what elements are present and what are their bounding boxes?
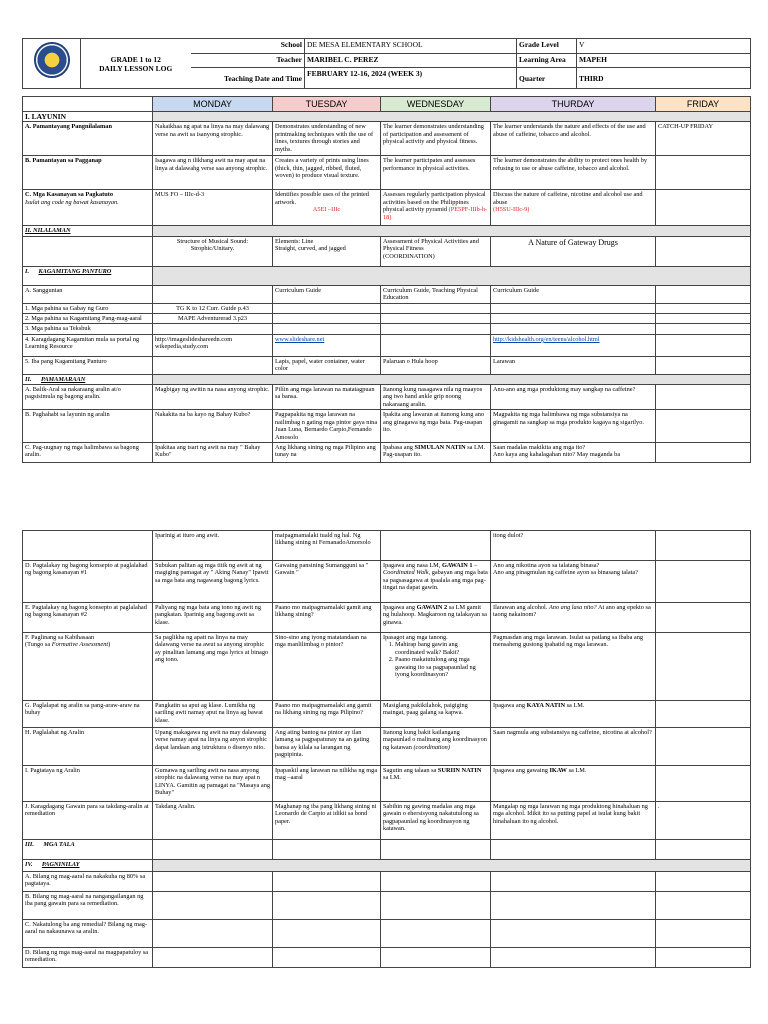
pagtataya-thursday — [491, 766, 656, 802]
row-label-a: A. Pamantayang Pangnilalaman — [23, 122, 153, 156]
ninilay-a-label: A. Bilang ng mag-aaral na nakakuha ng 80% sa pagtataya. — [23, 872, 153, 892]
paglalahat-tuesday: Ang ating bantog na pintor ay ilan lamang sa pagpapatunay na an gating bansa ay kilala sa larangan ng pagpipinta. — [273, 728, 381, 766]
ikaw-tail: sa LM. — [568, 767, 587, 774]
paglalahat-thursday: Saan nagmula ang substansiya ng caffeine, nicotina at alcohol? — [491, 728, 656, 766]
pagtataya-monday: Gumawa ng sariling awit na nasa anyong strophic na dalawang verse na may apat n LINYA. Gamitin ag pamagat na "Masaya ang Buhay" — [153, 766, 273, 802]
b-wednesday: The learner participates and assesses performance in physical activities. — [381, 156, 491, 190]
nd-monday — [153, 948, 273, 968]
nc-tuesday — [273, 920, 381, 948]
pagtalakay-1-tuesday: Gawaing pansining Sumangguni sa " Gawain " — [273, 561, 381, 603]
pamamaraan-band — [153, 374, 751, 384]
paglinang-label — [23, 633, 153, 701]
karagdagan-monday: Takdang Aralin. — [153, 802, 273, 840]
koordinasyon-text: Itanong kung bakit kailangang mapaunlad o malinang ang koordinasyon ng katawan — [383, 729, 487, 751]
gabay-guro-label: 1. Mga pahina sa Gabay ng Guro — [23, 303, 153, 313]
paglinang-tuesday: Sino-sino ang iyong matatandaan na mga manlilimbag o pintor? — [273, 633, 381, 701]
nil-monday: Structure of Musical Sound: Strophic/Unitary. — [153, 236, 273, 266]
c-thursday — [491, 190, 656, 226]
b-friday — [656, 156, 751, 190]
mga-tala-heading — [23, 840, 153, 860]
tala-wednesday — [381, 840, 491, 860]
kagamitan-band — [153, 266, 751, 285]
balik-aral-thursday: Anu-ano ang mga produktong may sangkap na caffeine? — [491, 385, 656, 410]
row-label-c-title: C. Mga Kasanayan sa Pagkatuto — [25, 191, 113, 199]
cont-label — [23, 531, 153, 561]
school-label: School — [191, 39, 305, 54]
paglinang-friday — [656, 633, 751, 701]
paglalahat-friday — [656, 728, 751, 766]
kaya-natin-intro: Ipagawa ang — [493, 702, 525, 709]
learning-area-value: MAPEH — [577, 54, 751, 68]
day-monday: MONDAY — [153, 97, 273, 112]
karagdagan-wednesday: Sabihin ng gawing madalas ang mga gawain o ehersisyong nakatutulong sa pagpapaunlad ng koordinasyon ng katawan. — [381, 802, 491, 840]
pagtalakay-2-friday — [656, 603, 751, 633]
c-friday — [656, 190, 751, 226]
nc-wednesday — [381, 920, 491, 948]
nd-friday — [656, 948, 751, 968]
karagdagan-friday: . — [656, 802, 751, 840]
question-2: 2. Paano makatutulong ang mga gawaing ito sa pagpapaunlad ng iyong koordinasyon? — [395, 656, 488, 678]
c-tuesday-text: Identifies possible uses of the printed artwork. — [275, 191, 369, 206]
a-friday: CATCH-UP FRIDAY — [656, 122, 751, 156]
iba-thursday: Larawan — [491, 356, 656, 374]
pag-uugnay-wednesday — [381, 442, 491, 462]
nc-monday — [153, 920, 273, 948]
quarter-value: THIRD — [577, 68, 751, 89]
gawain1-subtitle: – Coordinated Walk, — [383, 562, 478, 577]
paghahabi-wednesday: Ipakita ang lawaran at itanong kung ano ang ginagawa ng mga bata. Pag-usapan ito. — [381, 410, 491, 443]
kagamitang-wednesday — [381, 314, 491, 324]
day-tuesday: TUESDAY — [273, 97, 381, 112]
row-label-c-note: Isulat ang code ng bawat kasanayan. — [25, 198, 119, 206]
c-thursday-text: Discuss the nature of caffeine, nicotine and alcohol use and abuse — [493, 191, 643, 206]
lr-wednesday — [381, 334, 491, 356]
row-label-c — [23, 190, 153, 226]
gabay-guro-monday: TG K to 12 Curr. Guide p.43 — [153, 303, 273, 313]
pamamaraan-heading — [23, 374, 153, 384]
coordination-word: (coordination) — [413, 743, 450, 751]
paglalapat-thursday — [491, 701, 656, 728]
gawain1-title: GAWAIN 1 — [441, 562, 473, 569]
corner-cell — [23, 97, 153, 112]
paglinang-note-a: (Tungo sa — [25, 641, 51, 649]
balik-aral-tuesday: Pilíin ang mga larawan na matatagpuan sa bansa. — [273, 385, 381, 410]
date-value: FEBRUARY 12-16, 2024 (WEEK 3) — [305, 68, 517, 89]
lr-tuesday — [273, 334, 381, 356]
day-wednesday: WEDNESDAY — [381, 97, 491, 112]
paghahabi-monday: Nakakita na ba kayo ng Bahay Kubo? — [153, 410, 273, 443]
deped-seal — [23, 39, 81, 89]
gabay-guro-tuesday — [273, 303, 381, 313]
cont-thursday: itong dulot? — [491, 531, 656, 561]
deped-seal-icon — [34, 42, 70, 78]
cont-monday: Iparinig at ituro ang awit. — [153, 531, 273, 561]
b-monday: Isagawa ang n ilikhang awit na may apat na linya at dalawahg verse saa anyong strophic. — [153, 156, 273, 190]
karagdagan-tuesday: Maghanap ng iba pang likhang sining ni Leonardo de Carpio at idikit sa bond paper. — [273, 802, 381, 840]
teksbuk-thursday — [491, 324, 656, 334]
teacher-label: Teacher — [191, 54, 305, 68]
paglinang-thursday: Pagmasdan ang mga larawan. Isulat sa patlang sa ibaba ang mensaheng gustong ipahatid ng mga larawan. — [491, 633, 656, 701]
simulan-natin: SIMULAN NATIN — [414, 443, 466, 451]
pagtalakay-2-tuesday: Paano mo maipagmamalaki gamit ang likhang sining? — [273, 603, 381, 633]
nil-tuesday: Elements: Line Straight, curved, and jagged — [273, 236, 381, 266]
iba-friday — [656, 356, 751, 374]
row-label-b: B. Pamantayan sa Pagganap — [23, 156, 153, 190]
balik-aral-wednesday: Itanong kung nasagawa nila ng maayos ang two hand ankle grip noong nakaraang aralin. — [381, 385, 491, 410]
gabay-guro-thursday — [491, 303, 656, 313]
tala-tuesday — [273, 840, 381, 860]
day-thursday: THURDAY — [491, 97, 656, 112]
c-tuesday-code: A5EI –IIIc — [312, 206, 341, 214]
a-monday: Nakaikhaa ng apat na linya na may dalawang verse na awit sa isanyong strophic. — [153, 122, 273, 156]
na-thursday — [491, 872, 656, 892]
pagtataya-friday — [656, 766, 751, 802]
a-thursday: The learner understands the nature and effects of the use and abuse of caffeine, tobacco and alcohol. — [491, 122, 656, 156]
pagtalakay-1-label: D. Pagtalakay ng bagong konsepto at paglalahad ng bagong kasanayan #1 — [23, 561, 153, 603]
paglalapat-label: G. Paglalapat ng aralin sa pang-araw-araw na buhay — [23, 701, 153, 728]
a-tuesday: Demonstrates understanding of new printmaking techniques with the use of lines, textures through stories and myths. — [273, 122, 381, 156]
pamamaraan-number: II. — [25, 375, 32, 383]
gawain1-text: gabayan ang mga bata sa pagsasagawa at ipaalala ang mga pag-iingat na dapat gawin. — [383, 569, 488, 592]
nilalaman-band — [153, 226, 751, 236]
kagamitang-tuesday — [273, 314, 381, 324]
sang-thursday: Curriculum Guide — [491, 285, 656, 303]
pag-uugnay-monday: Ipakitaa ang tsart ng awit na may " Bahay Kubo" — [153, 442, 273, 462]
pagtalakay-1-friday — [656, 561, 751, 603]
header-section — [22, 38, 750, 89]
kagamitang-pang-mag-aaral-label: 2. Mga pahina sa Kagamitang Pang-mag-aaral — [23, 314, 153, 324]
pagtalakay-2-wednesday — [381, 603, 491, 633]
kaya-natin: KAYA NATIN — [526, 702, 566, 709]
cont-wednesday — [381, 531, 491, 561]
sang-wednesday: Curriculum Guide, Teaching Physical Education — [381, 285, 491, 303]
ninilay-d-label: D. Bilang ng mga mag-aaral na magpapatuloy sa remediation. — [23, 948, 153, 968]
balik-aral-friday — [656, 385, 751, 410]
page-2 — [22, 530, 750, 968]
day-friday: FRIDAY — [656, 97, 751, 112]
paghahabi-tuesday: Pagpapakita ng mga larawan na nailimbag n gating mga pintor gaya nina Juan Luna, Bernardo Carpio,Fernando Amosolo — [273, 410, 381, 443]
alcohol-q3: At ano ang epekto sa taong nakainom? — [493, 604, 651, 619]
pagtataya-label: I. Pagtataya ng Aralin — [23, 766, 153, 802]
pagtalakay-2-thursday — [491, 603, 656, 633]
ipabasa-tail: sa LM. Pag-usapan ito. — [383, 443, 486, 459]
kaya-natin-tail: sa LM. — [566, 702, 585, 709]
na-friday — [656, 872, 751, 892]
iba-wednesday: Palaruan o Hula hoop — [381, 356, 491, 374]
nilalaman-blank — [23, 236, 153, 266]
c-tuesday — [273, 190, 381, 226]
kagamitan-title: KAGAMITANG PANTURO — [38, 267, 112, 275]
iba-pang-kagamitan-label: 5. Iba pang Kagamitang Panturo — [23, 356, 153, 374]
paghahabi-label: B. Paghahabi sa layunin ng aralin — [23, 410, 153, 443]
pag-uugnay-friday — [656, 442, 751, 462]
paglalapat-monday: Pangkatin sa aput ag klase. Lumikha ng sariling awit namay aput na linya ag bawat klase. — [153, 701, 273, 728]
teacher-value: MARIBEL C. PEREZ — [305, 54, 517, 68]
lr-friday — [656, 334, 751, 356]
gawain2-title: GAWAIN 2 — [416, 604, 448, 611]
lesson-table-page-1 — [22, 96, 751, 463]
na-tuesday — [273, 872, 381, 892]
nd-wednesday — [381, 948, 491, 968]
nilalaman-heading: II. NILALAMAN — [23, 226, 153, 236]
school-value: DE MESA ELEMENTARY SCHOOL — [305, 39, 517, 54]
grade-level-label: Grade Level — [517, 39, 577, 54]
kagamitang-friday — [656, 314, 751, 324]
karagdagan-thursday: Mangalap ng mga larawan ng mga produktong hinahaluan ng mga alcohol. Idikit ito sa putting papel at isulat kung bakit hinahaluan ito ng alcohol. — [491, 802, 656, 840]
b-thursday: The learner demonstrates the ability to protect ones health by refusing to use or abuse caffeine, tobacco and alcohol. — [491, 156, 656, 190]
cont-friday — [656, 531, 751, 561]
pag-uugnay-label: C. Pag-uugnay ng mga halimbawa sa bagong aralin. — [23, 442, 153, 462]
suriin-intro: Sagutin ang talaan sa — [383, 767, 437, 774]
slideshare-link[interactable]: www.slideshare.net — [275, 335, 325, 343]
pagtalakay-2-monday: Paliyang ng mga bata ang tono ng awit ng pangkatan. Iparinig ang bagong awit sa klase. — [153, 603, 273, 633]
learning-resource-label: 4. Karagdagang Kagamitan mula sa portal ng Learning Resource — [23, 334, 153, 356]
tala-monday — [153, 840, 273, 860]
karagdagan-label — [23, 802, 153, 840]
lr-thursday — [491, 334, 656, 356]
lesson-table-page-2 — [22, 530, 751, 968]
ikaw: IKAW — [549, 767, 567, 774]
nb-wednesday — [381, 892, 491, 920]
pagtataya-wednesday — [381, 766, 491, 802]
paglinang-note — [25, 641, 150, 648]
nc-friday — [656, 920, 751, 948]
header-table — [22, 38, 751, 89]
pamamaraan-title: PAMAMARAAN — [40, 375, 86, 383]
grade-level-value: V — [577, 39, 751, 54]
question-list — [383, 641, 488, 678]
nil-wednesday: Assessment of Physical Activities and Physical Fitness (COORDINATION) — [381, 236, 491, 266]
pagtalakay-1-wednesday — [381, 561, 491, 603]
c-wednesday — [381, 190, 491, 226]
paglinang-wednesday — [381, 633, 491, 701]
karagdagan-text: J. Karagdagang Gawain para sa takdang-aralin at remediation — [25, 803, 149, 818]
nb-thursday — [491, 892, 656, 920]
paglalapat-friday — [656, 701, 751, 728]
balik-aral-monday: Magbigay ng awitin na nasa anyong strophic. — [153, 385, 273, 410]
paghahabi-friday — [656, 410, 751, 443]
quarter-label: Quarter — [517, 68, 577, 89]
page-1 — [22, 96, 750, 463]
paglalahat-monday: Upang makagawa ng awit na may dalawang verse namay apat na linya ng anyon strophic dapat landaan ang istruktura o disenyo nito. — [153, 728, 273, 766]
gawain2-intro: Ipagawa ang — [383, 604, 415, 611]
teksbuk-tuesday — [273, 324, 381, 334]
pagninilay-band — [153, 860, 751, 872]
gabay-guro-friday — [656, 303, 751, 313]
kagamitang-thursday — [491, 314, 656, 324]
nc-thursday — [491, 920, 656, 948]
paglalapat-wednesday: Masiglang pakikilahok, paigiging maingat, paag galang sa kapwa. — [381, 701, 491, 728]
layunin-heading: I. LAYUNIN — [23, 112, 153, 122]
sang-tuesday: Curriculum Guide — [273, 285, 381, 303]
ninilay-c-label: C. Nakatulong ba ang remedial? Bilang ng mag-aaral na nakaunawa sa aralin. — [23, 920, 153, 948]
log-title: DAILY LESSON LOG — [99, 63, 173, 73]
pagninilay-number: IV. — [25, 861, 33, 868]
teksbuk-monday — [153, 324, 273, 334]
c-wednesday-text: Assesses regularly participation physical activities based on the Philippines physical activity pyramid — [383, 191, 486, 214]
suriin-natin: SURIIN NATIN — [437, 767, 482, 774]
paglalahat-label: H. Paglalahat ng Aralin — [23, 728, 153, 766]
lr-monday: http://imageslideshareedn.com wikepedia,study.com — [153, 334, 273, 356]
grade-range: GRADE 1 to 12 — [110, 54, 161, 64]
pag-uugnay-tuesday: Ang likhang sining ng mga Pilipino ang tunay na — [273, 442, 381, 462]
nb-tuesday — [273, 892, 381, 920]
nil-friday — [656, 236, 751, 266]
paglalapat-tuesday: Paano mo maipagmamalaki ang gamit na likhang sining ng mga Pilipino? — [273, 701, 381, 728]
paglinang-monday: Sa paglikha ng apatt na linya na may dalawang verse na awut sa anyong strophic ay pinalitan lamang ang mga lyrics at binago ang tono. — [153, 633, 273, 701]
iba-tuesday: Lapis, papel, water container, water color — [273, 356, 381, 374]
date-label: Teaching Date and Time — [191, 68, 305, 89]
pagtalakay-1-thursday: Ano ang nikotina ayon sa talatang binasa? Ano ang pinagmulan ng caffeine ayon sa binasang talata? — [491, 561, 656, 603]
learning-area-label: Learning Area — [517, 54, 577, 68]
tala-thursday — [491, 840, 656, 860]
c-wednesday-code: (PE5PF-IIIb-h-18) — [383, 206, 488, 221]
nb-friday — [656, 892, 751, 920]
paglinang-note-b: Formative Assessment — [51, 641, 109, 649]
b-tuesday: Creates a variety of prints using lines (thick, thin, jagged, ribbed, fluted, woven) to produce visual texture. — [273, 156, 381, 190]
tala-title: MGA TALA — [43, 841, 75, 848]
paglinang-note-c: ) — [108, 641, 111, 649]
ninilay-b-label: B. Bilang ng mag-aaral na nangangailangan ng iba pang gawain para sa remediation. — [23, 892, 153, 920]
c-monday: MUS FO – IIIc-d-3 — [153, 190, 273, 226]
kagamitang-pang-mag-aaral-monday: MAPE Adventurerad 3.p23 — [153, 314, 273, 324]
gawain2-text: sa LM gamit ng hulahoop. Magkaroon ng talakayan sa ginawa. — [383, 604, 487, 626]
na-wednesday — [381, 872, 491, 892]
question-1: 1. Mahirap bang gawin ang coordinated walk? Bakit? — [395, 641, 488, 656]
sang-friday — [656, 285, 751, 303]
kagamitan-heading — [23, 266, 153, 285]
kagamitan-number: I. — [25, 267, 30, 275]
teksbuk-label: 3. Mga pahina sa Teksbuk — [23, 324, 153, 334]
sanggunian-label: A. Sanggunian — [23, 285, 153, 303]
a-wednesday: The learner demonstrates understanding of participation and assessment of physical activity and physical fitness. — [381, 122, 491, 156]
nd-thursday — [491, 948, 656, 968]
log-title-cell — [81, 39, 191, 89]
nil-thursday: A Nature of Gateway Drugs — [491, 236, 656, 266]
na-monday — [153, 872, 273, 892]
pagtataya-tuesday: Ipapaskil ang larawan na nilikha ng mga mag –aaral — [273, 766, 381, 802]
pag-uugnay-thursday: Saan madalas makikita ang mga ito? Ano kaya ang kahalagahan nito? May maganda ba — [491, 442, 656, 462]
suriin-tail: sa LM. — [383, 774, 401, 782]
pagtalakay-2-label: E. Pagtalakay ng bagong konsepto at paglalahad ng bagong kasanayan #2 — [23, 603, 153, 633]
gabay-guro-wednesday — [381, 303, 491, 313]
balik-aral-label: A. Balik-Aral sa nakaraang aralin at/o pagsisimula ng bagong aralin. — [23, 385, 153, 410]
c-thursday-code: (H5SU-IIIc-9) — [493, 206, 530, 214]
ipabasa-text: Ipabasa ang — [383, 443, 413, 451]
paglinang-title: F. Paglinang sa Kabihasaan — [25, 634, 95, 641]
paglalahat-wednesday — [381, 728, 491, 766]
tala-friday — [656, 840, 751, 860]
alcohol-q1: Ilarawan ang alcohol. — [493, 604, 548, 611]
tala-number: III. — [25, 841, 34, 848]
iba-monday — [153, 356, 273, 374]
sang-monday — [153, 285, 273, 303]
pagtalakay-1-monday: Subukan palitan ag mga titik ng awit at ng magiging pamagat ay " Aking Nanay" Ipawit sa mga bata ang nagawang bagong lyrics. — [153, 561, 273, 603]
ikaw-intro: Ipagawa ang gawaing — [493, 767, 548, 774]
cont-tuesday: maipagmamalaki tuald ng hal. Ng likhang sining ni FernanadoAmorsolo — [273, 531, 381, 561]
layunin-band — [153, 112, 751, 122]
ipasagot-text: Ipasagot ang mga tanong. — [383, 634, 448, 641]
nb-monday — [153, 892, 273, 920]
kidshealth-link[interactable]: http://kidshealth.org/en/teens/alcohol.html — [493, 335, 600, 343]
teksbuk-wednesday — [381, 324, 491, 334]
pagninilay-title: PAGNINILAY — [41, 861, 80, 868]
pagninilay-heading — [23, 860, 153, 872]
teksbuk-friday — [656, 324, 751, 334]
alcohol-q2: Ano ang lasa nito? — [548, 604, 597, 611]
nd-tuesday — [273, 948, 381, 968]
paghahabi-thursday: Magpakita ng mga halimbawa ng mga substansiya na ginagamit na sangkap sa mga produkto kagaya ng sigarilyo. — [491, 410, 656, 443]
gawain1-intro: Ipagawa ang nasa LM, — [383, 562, 441, 569]
